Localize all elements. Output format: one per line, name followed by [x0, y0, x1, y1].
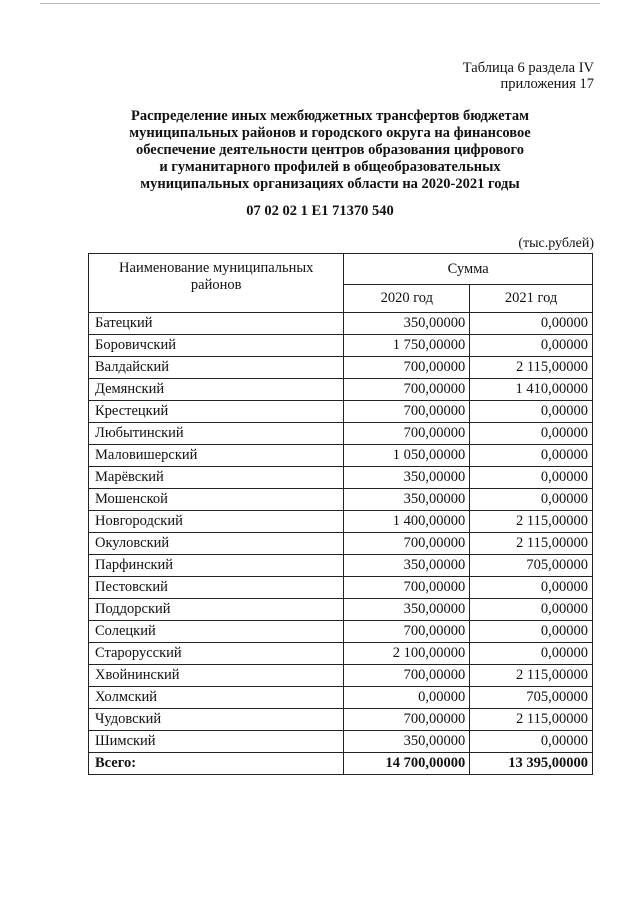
value-2021: 0,00000: [470, 599, 593, 621]
table-row: [89, 357, 593, 379]
district-name: Солецкий: [89, 621, 344, 643]
value-2020: 350,00000: [344, 731, 470, 753]
district-name: Любытинский: [89, 423, 344, 445]
value-2020: 0,00000: [344, 687, 470, 709]
value-2021: 705,00000: [470, 687, 593, 709]
district-name: Батецкий: [89, 313, 344, 335]
district-name: Новгородский: [89, 511, 344, 533]
header-sum: Сумма: [344, 254, 593, 285]
table-reference-line1: Таблица 6 раздела IV: [462, 60, 594, 76]
table-row: [89, 599, 593, 621]
district-name: Валдайский: [89, 357, 344, 379]
value-2021: 0,00000: [470, 335, 593, 357]
district-name: Боровичский: [89, 335, 344, 357]
table-reference: [463, 60, 594, 92]
district-name: Старорусский: [89, 643, 344, 665]
district-name: Поддорский: [89, 599, 344, 621]
document-title: [90, 108, 570, 193]
district-name: Окуловский: [89, 533, 344, 555]
district-name: Демянский: [89, 379, 344, 401]
value-2021: 2 115,00000: [470, 665, 593, 687]
value-2021: 2 115,00000: [470, 357, 593, 379]
value-2021: 2 115,00000: [470, 709, 593, 731]
value-2020: 700,00000: [344, 665, 470, 687]
title-line-2: муниципальных районов и городского округа на финансовое: [129, 125, 531, 141]
value-2021: 0,00000: [470, 401, 593, 423]
value-2021: 705,00000: [470, 555, 593, 577]
value-2021: 0,00000: [470, 577, 593, 599]
table-row: [89, 467, 593, 489]
title-line-4: и гуманитарного профилей в общеобразовательных: [159, 159, 501, 175]
district-name: Маловишерский: [89, 445, 344, 467]
district-name: Парфинский: [89, 555, 344, 577]
value-2021: 0,00000: [470, 445, 593, 467]
table-row: [89, 621, 593, 643]
value-2021: 0,00000: [470, 313, 593, 335]
value-2020: 1 400,00000: [344, 511, 470, 533]
table-row: [89, 577, 593, 599]
title-line-1: Распределение иных межбюджетных трансфертов бюджетам: [131, 108, 529, 124]
title-line-5: муниципальных организациях области на 2020-2021 годы: [140, 176, 520, 192]
district-name: Марёвский: [89, 467, 344, 489]
value-2020: 700,00000: [344, 357, 470, 379]
table-row: [89, 379, 593, 401]
value-2021: 0,00000: [470, 643, 593, 665]
district-name: Мошенской: [89, 489, 344, 511]
district-name: Холмский: [89, 687, 344, 709]
value-2021: 0,00000: [470, 731, 593, 753]
header-district-name: Наименование муниципальных районов: [89, 254, 344, 313]
value-2020: 700,00000: [344, 379, 470, 401]
value-2020: 350,00000: [344, 313, 470, 335]
table-row: [89, 313, 593, 335]
table-row: [89, 445, 593, 467]
value-2021: 2 115,00000: [470, 511, 593, 533]
total-2021: 13 395,00000: [470, 753, 593, 775]
district-name: Крестецкий: [89, 401, 344, 423]
header-year-2021: 2021 год: [470, 285, 593, 313]
table-row: [89, 335, 593, 357]
district-name: Пестовский: [89, 577, 344, 599]
table-row: [89, 709, 593, 731]
value-2020: 700,00000: [344, 577, 470, 599]
value-2020: 2 100,00000: [344, 643, 470, 665]
value-2021: 0,00000: [470, 423, 593, 445]
district-name: Шимский: [89, 731, 344, 753]
table-row: [89, 687, 593, 709]
header-year-2020: 2020 год: [344, 285, 470, 313]
table-row: [89, 533, 593, 555]
table-row: [89, 665, 593, 687]
budget-code: 07 02 02 1 E1 71370 540: [246, 203, 394, 219]
table-row: [89, 555, 593, 577]
value-2021: 0,00000: [470, 467, 593, 489]
table-row: [89, 643, 593, 665]
table-row: [89, 401, 593, 423]
district-name: Хвойнинский: [89, 665, 344, 687]
value-2020: 350,00000: [344, 489, 470, 511]
total-label: Всего:: [89, 753, 344, 775]
total-2020: 14 700,00000: [344, 753, 470, 775]
value-2020: 700,00000: [344, 533, 470, 555]
units-label: (тыс.рублей): [518, 236, 594, 251]
total-row: [89, 753, 593, 775]
value-2020: 700,00000: [344, 423, 470, 445]
value-2020: 700,00000: [344, 621, 470, 643]
title-line-3: обеспечение деятельности центров образования цифрового: [136, 142, 524, 158]
table-row: [89, 489, 593, 511]
page-top-edge: [40, 3, 600, 4]
allocation-table: [88, 253, 593, 775]
value-2020: 350,00000: [344, 555, 470, 577]
value-2020: 700,00000: [344, 709, 470, 731]
table-row: [89, 511, 593, 533]
value-2021: 0,00000: [470, 621, 593, 643]
table-row: [89, 731, 593, 753]
value-2020: 1 750,00000: [344, 335, 470, 357]
table-row: [89, 423, 593, 445]
value-2021: 2 115,00000: [470, 533, 593, 555]
value-2021: 0,00000: [470, 489, 593, 511]
value-2021: 1 410,00000: [470, 379, 593, 401]
value-2020: 1 050,00000: [344, 445, 470, 467]
value-2020: 350,00000: [344, 599, 470, 621]
value-2020: 350,00000: [344, 467, 470, 489]
district-name: Чудовский: [89, 709, 344, 731]
table-reference-line2: приложения 17: [500, 76, 594, 92]
value-2020: 700,00000: [344, 401, 470, 423]
